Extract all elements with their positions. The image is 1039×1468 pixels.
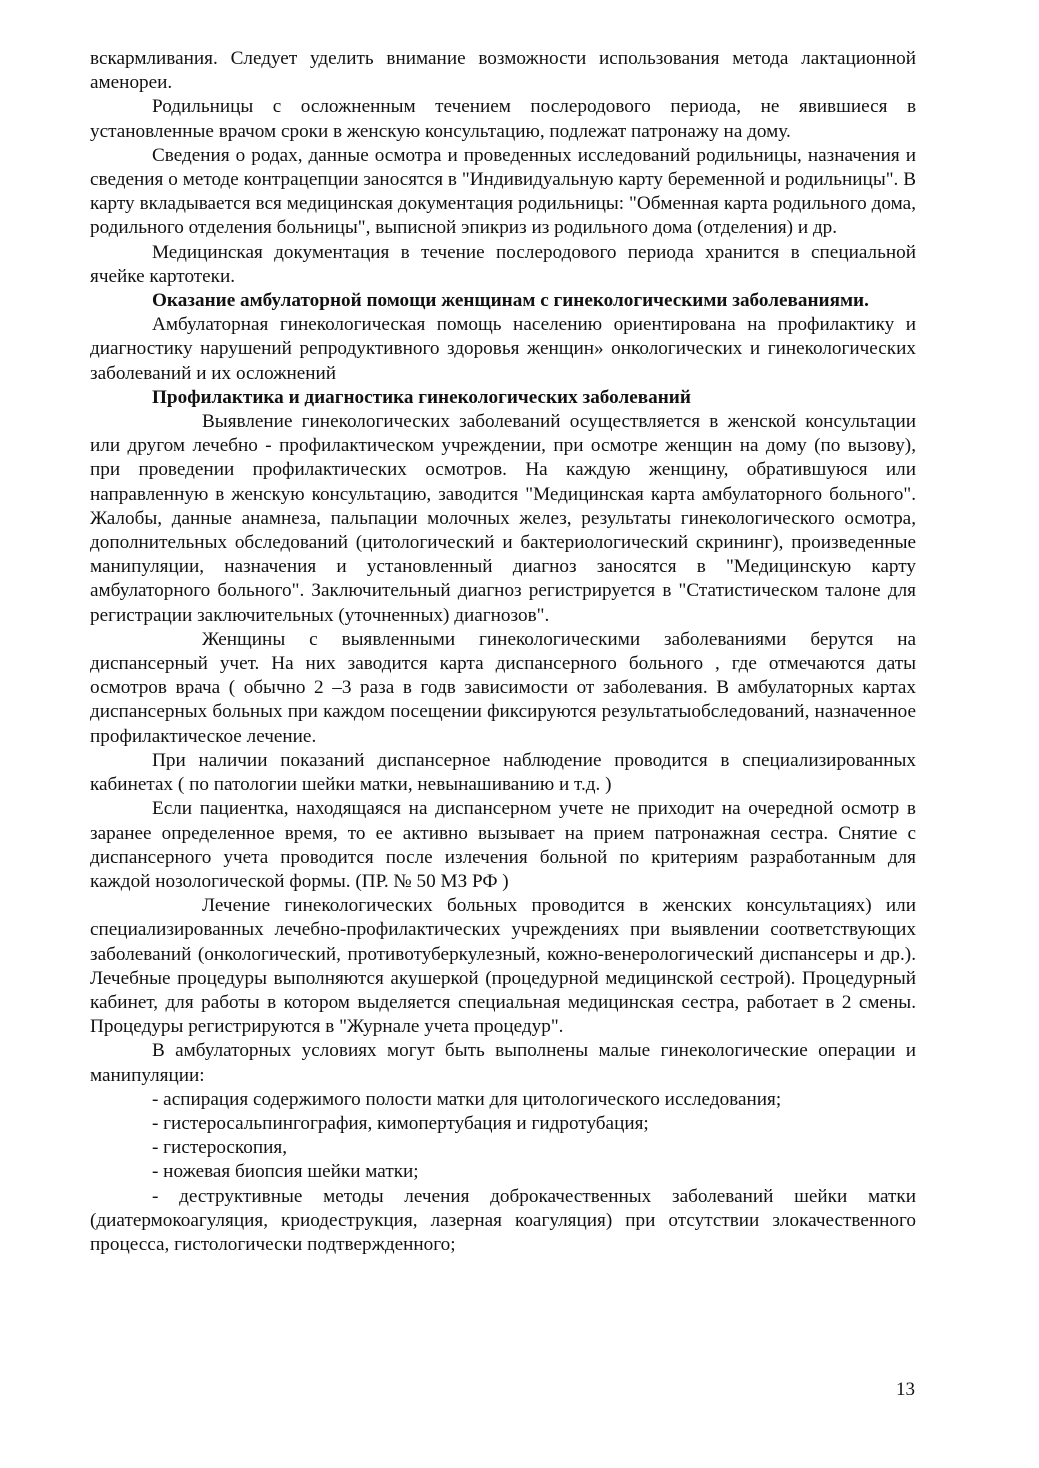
list-item: - деструктивные методы лечения доброкачественных заболеваний шейки матки (диатермокоагуляция, криодеструкция, лазерная коагуляция) при отсутствии злокачественного процесса, гистологически подтвержденного; (90, 1185, 916, 1255)
paragraph-storage: Медицинская документация в течение послеродового периода хранится в специальной ячейке картотеки. (90, 241, 916, 287)
operations-list (90, 1088, 916, 1257)
paragraph-patient-recall: Если пациентка, находящаяся на диспансерном учете не приходит на очередной осмотр в заранее определенное время, то ее активно вызывает на прием патронажная сестра. Снятие с диспансерного учета проводится после излечения больной по критериям разработанным для каждой нозологической формы. (ПР. № 50 МЗ РФ ) (90, 798, 916, 892)
paragraph-treatment: Лечение гинекологических больных проводится в женских консультациях) или специализированных лечебно-профилактических учреждениях при выявлении соответствующих заболеваний (онкологический, противотуберкулезный, кожно-венерологический диспансеры и др.). Лечебные процедуры выполняются акушеркой (процедурной медицинской сестрой). Процедурный кабинет, для работы в котором выделяется специальная медицинская сестра, работает в 2 смены. Процедуры регистрируются в "Журнале учета процедур". (90, 895, 916, 1038)
paragraph-documentation: Сведения о родах, данные осмотра и проведенных исследований родильницы, назначения и сведения о методе контрацепции заносятся в "Индивидуальную карту беременной и родильницы". В карту вкладывается вся медицинская документация родильницы: "Обменная карта родильного дома, родильного отделения больницы", выписной эпикриз из родильного дома (отделения) и др. (90, 144, 916, 239)
document-body (90, 47, 916, 1257)
list-item: - аспирация содержимого полости матки для цитологического исследования; (152, 1088, 782, 1110)
paragraph-specialized-cabinets: При наличии показаний диспансерное наблюдение проводится в специализированных кабинетах ( по патологии шейки матки, невынашиванию и т.д. ) (90, 749, 916, 796)
list-item: - гистероскопия, (152, 1137, 288, 1159)
subheading-prevention-diagnosis: Профилактика и диагностика гинекологических заболеваний (152, 386, 691, 408)
list-item: - ножевая биопсия шейки матки; (152, 1161, 419, 1183)
section-heading-gynecology: Оказание амбулаторной помощи женщинам с гинекологическими заболеваниями. (152, 290, 869, 312)
paragraph-outpatient-care: Амбулаторная гинекологическая помощь населению ориентирована на профилактику и диагностику нарушений репродуктивного здоровья женщин» онкологических и гинекологических заболеваний и их осложнений (90, 314, 916, 384)
paragraph-dispensary: Женщины с выявленными гинекологическими заболеваниями берутся на диспансерный учет. На них заводится карта диспансерного больного , где отмечаются даты осмотров врача ( обычно 2 –3 раза в годв зависимости от заболевания. В амбулаторных картах диспансерных больных при каждом посещении фиксируются результатыобследований, назначенное профилактическое лечение. (90, 628, 916, 747)
paragraph-minor-operations: В амбулаторных условиях могут быть выполнены малые гинекологические операции и манипуляции: (90, 1040, 916, 1086)
page-number: 13 (896, 1379, 915, 1400)
paragraph-patronage: Родильницы с осложненным течением послеродового периода, не явившиеся в установленные врачом сроки в женскую консультацию, подлежат патронажу на дому. (90, 96, 916, 142)
paragraph-detection: Выявление гинекологических заболеваний осуществляется в женской консультации или другом лечебно - профилактическом учреждении, при осмотре женщин на дому (по вызову), при проведении профилактических осмотров. На каждую женщину, обратившуюся или направленную в женскую консультацию, заводится "Медицинская карта амбулаторного больного". Жалобы, данные анамнеза, пальпации молочных желез, результаты гинекологического осмотра, дополнительных обследований (цитологический и бактериологический скрининг), произведенные манипуляции, назначения и установленный диагноз заносятся в "Медицинскую карту амбулаторного больного". Заключительный диагноз регистрируется в "Статистическом талоне для регистрации заключительных (уточненных) диагнозов". (90, 411, 916, 626)
list-item: - гистеросальпингография, кимопертубация и гидротубация; (152, 1112, 649, 1134)
paragraph-breastfeeding-continuation: вскармливания. Следует уделить внимание возможности использования метода лактационной аменореи. (90, 48, 916, 94)
